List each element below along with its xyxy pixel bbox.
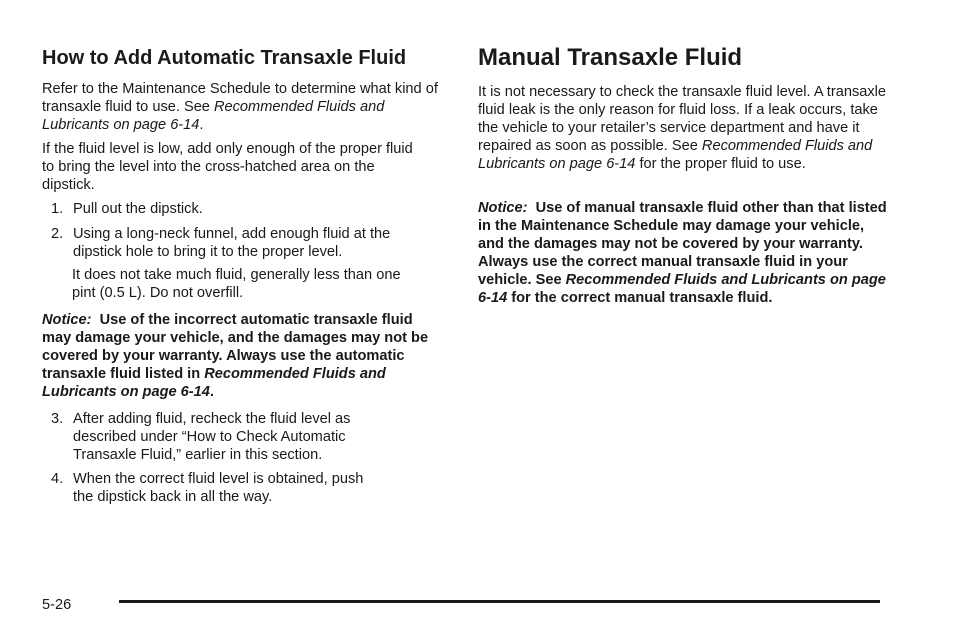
intro-reference-link[interactable]: Recommended Fluids and Lubricants on page 6-14 bbox=[42, 99, 385, 133]
notice-reference-link[interactable]: Recommended Fluids and Lubricants on page 6-14 bbox=[42, 366, 386, 400]
manual-reference-link[interactable]: Recommended Fluids and Lubricants on page 6-14 bbox=[478, 138, 873, 172]
manual-notice-paragraph bbox=[478, 199, 888, 307]
notice-paragraph bbox=[42, 311, 440, 401]
manual-body-text: It is not necessary to check the transaxle fluid level. A transaxle fluid leak is the only reason for fluid loss. If a leak occurs, take the vehicle to your retailer’s service department and have it repaired as soon as possible. See bbox=[478, 84, 887, 154]
step-number: 2. bbox=[51, 226, 64, 242]
step-number: 4. bbox=[51, 471, 64, 487]
intro-paragraph bbox=[42, 80, 438, 134]
notice-end: for the correct manual transaxle fluid. bbox=[507, 290, 773, 306]
step-number: 1. bbox=[51, 201, 64, 217]
step-text: After adding fluid, recheck the fluid level as described under “How to Check Automatic Transaxle Fluid,” earlier in this section. bbox=[73, 411, 351, 463]
intro-end: . bbox=[199, 117, 204, 133]
manual-body-paragraph bbox=[478, 83, 888, 173]
low-level-paragraph: If the fluid level is low, add only enough of the proper fluid to bring the level into the cross-hatched area on the dipstick. bbox=[42, 141, 413, 193]
section-heading-automatic: How to Add Automatic Transaxle Fluid bbox=[42, 47, 407, 69]
step-text: When the correct fluid level is obtained, push the dipstick back in all the way. bbox=[73, 471, 364, 505]
manual-body-end: for the proper fluid to use. bbox=[635, 156, 806, 172]
page-number: 5-26 bbox=[42, 597, 72, 613]
step-note: It does not take much fluid, generally less than one pint (0.5 L). Do not overfill. bbox=[72, 267, 401, 301]
footer-rule bbox=[119, 600, 880, 603]
notice-label: Notice: bbox=[478, 200, 528, 216]
notice-end: . bbox=[209, 384, 214, 400]
notice-text: Use of the incorrect automatic transaxle fluid may damage your vehicle, and the damages may not be covered by your warranty. Always use the automatic transaxle fluid listed in bbox=[42, 312, 429, 382]
step-text: Pull out the dipstick. bbox=[73, 201, 203, 217]
section-heading-manual: Manual Transaxle Fluid bbox=[478, 44, 743, 71]
step-text: Using a long-neck funnel, add enough fluid at the dipstick hole to bring it to the proper level. bbox=[73, 226, 391, 260]
notice-reference-link[interactable]: Recommended Fluids and Lubricants on page 6-14 bbox=[478, 272, 886, 306]
intro-text: Refer to the Maintenance Schedule to determine what kind of transaxle fluid to use. See bbox=[42, 81, 438, 115]
notice-label: Notice: bbox=[42, 312, 92, 328]
notice-text: Use of manual transaxle fluid other than that listed in the Maintenance Schedule may damage your vehicle, and the damages may not be covered by your warranty. Always use the correct manual transaxle fluid in your vehicle. See bbox=[478, 200, 887, 288]
step-number: 3. bbox=[51, 411, 64, 427]
